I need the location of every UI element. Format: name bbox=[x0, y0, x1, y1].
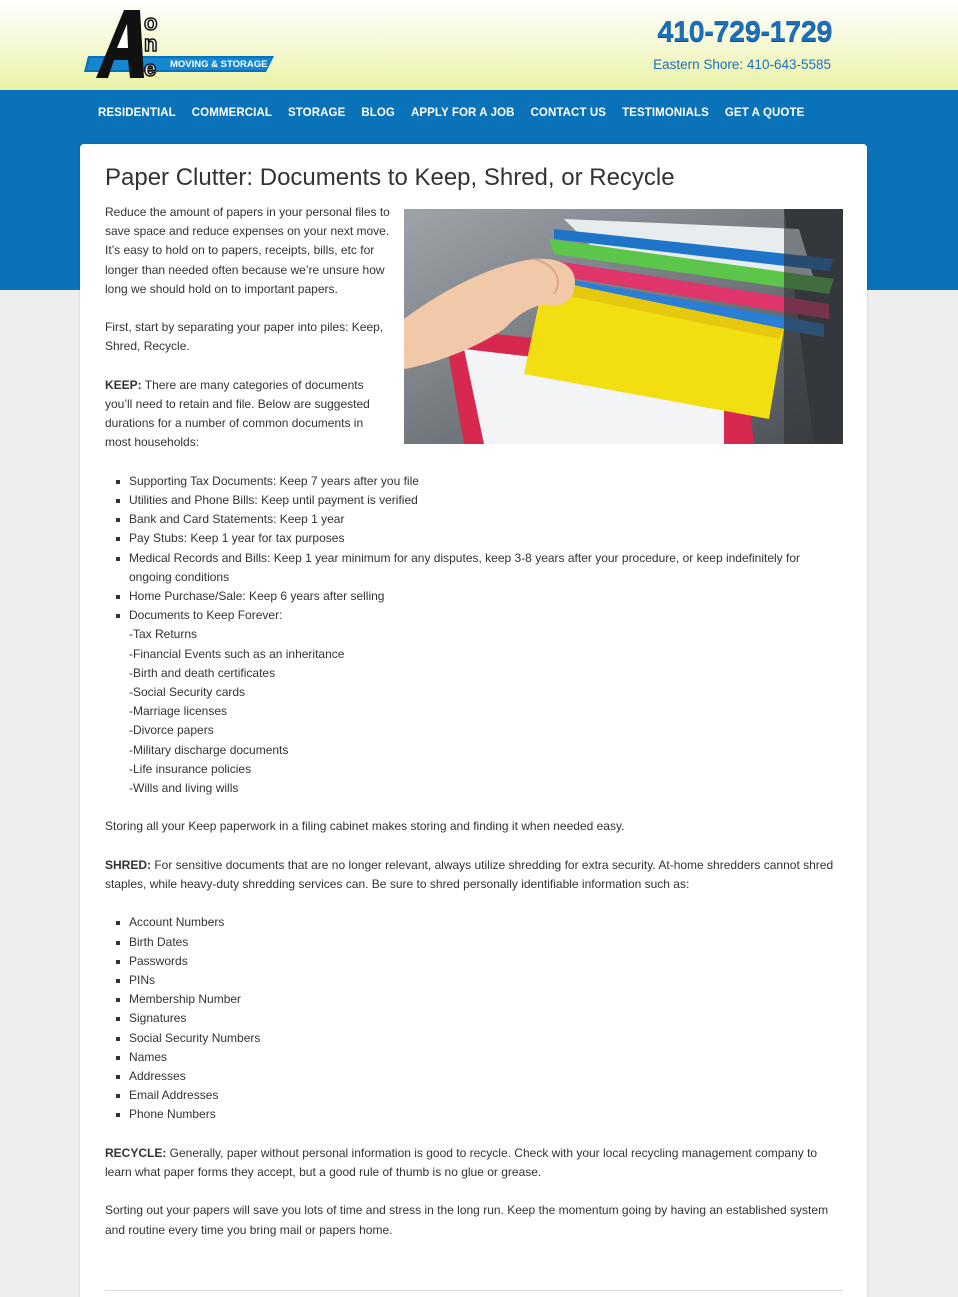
closing-paragraph: Sorting out your papers will save you lots of time and stress in the long run. Keep the momentum going by having an established system and routine every time you bring mail or papers home. bbox=[105, 1203, 829, 1237]
shred-label: SHRED: bbox=[105, 857, 152, 872]
forever-item: -Financial Events such as an inheritance bbox=[129, 646, 345, 661]
list-item: Names bbox=[129, 1048, 843, 1067]
svg-text:n: n bbox=[144, 31, 158, 56]
list-item: Medical Records and Bills: Keep 1 year minimum for any disputes, keep 3-8 years after your procedure, or keep indefinitely for ongoing conditions bbox=[129, 549, 843, 587]
forever-item: -Wills and living wills bbox=[129, 781, 239, 796]
article-body bbox=[105, 203, 843, 1259]
shred-paragraph bbox=[105, 856, 843, 894]
recycle-paragraph bbox=[105, 1144, 843, 1182]
nav-storage[interactable]: STORAGE bbox=[288, 107, 346, 119]
forever-heading: Documents to Keep Forever: bbox=[129, 608, 283, 623]
shred-text: For sensitive documents that are no longer relevant, always utilize shredding for extra security. At-home shredders cannot shred staples, while heavy-duty shredding services can. Be sure to shred personally identifiable information such as: bbox=[105, 857, 834, 892]
phone-main[interactable]: 410-729-1729 bbox=[657, 16, 832, 48]
recycle-text: Generally, paper without personal information is good to recycle. Check with your local recycling management company to learn what paper forms they accept, but a good rule of thumb is no glue or grease. bbox=[105, 1145, 818, 1180]
forever-item: -Tax Returns bbox=[129, 627, 198, 642]
phone-sub-label: Eastern Shore: bbox=[653, 57, 744, 72]
site-header bbox=[0, 0, 958, 90]
keep-list bbox=[129, 472, 843, 798]
nav-apply-for-a-job[interactable]: APPLY FOR A JOB bbox=[410, 107, 515, 119]
first-paragraph: First, start by separating your paper into piles: Keep, Shred, Recycle. bbox=[105, 320, 384, 354]
forever-item: -Marriage licenses bbox=[129, 704, 228, 719]
list-item: Addresses bbox=[129, 1067, 843, 1086]
article-card bbox=[80, 144, 867, 1297]
phone-sub-number[interactable]: 410-643-5585 bbox=[746, 57, 831, 72]
list-item: Passwords bbox=[129, 952, 843, 971]
keep-label: KEEP: bbox=[105, 377, 142, 392]
svg-text:o: o bbox=[144, 10, 158, 35]
list-item: Phone Numbers bbox=[129, 1105, 843, 1124]
keep-text: There are many categories of documents you’ll need to retain and file. Below are suggested durations for a number of common documents in most households: bbox=[105, 377, 370, 450]
list-item: Pay Stubs: Keep 1 year for tax purposes bbox=[129, 529, 843, 548]
svg-text:e: e bbox=[144, 56, 157, 81]
list-item: Social Security Numbers bbox=[129, 1029, 843, 1048]
list-item: Email Addresses bbox=[129, 1086, 843, 1105]
nav-contact-us[interactable]: CONTACT US bbox=[530, 107, 607, 119]
nav-blog[interactable]: BLOG bbox=[361, 107, 395, 119]
list-item: Bank and Card Statements: Keep 1 year bbox=[129, 510, 843, 529]
forever-item: -Life insurance policies bbox=[129, 761, 252, 776]
nav-testimonials[interactable]: TESTIMONIALS bbox=[622, 107, 709, 119]
list-item: Birth Dates bbox=[129, 933, 843, 952]
forever-item: -Birth and death certificates bbox=[129, 665, 276, 680]
nav-get-a-quote[interactable]: GET A QUOTE bbox=[724, 107, 805, 119]
storing-paragraph: Storing all your Keep paperwork in a filing cabinet makes storing and finding it when needed easy. bbox=[105, 819, 625, 834]
forever-item: -Divorce papers bbox=[129, 723, 214, 738]
list-item: Utilities and Phone Bills: Keep until payment is verified bbox=[129, 491, 843, 510]
intro-paragraph: Reduce the amount of papers in your personal files to save space and reduce expenses on your next move. It’s easy to hold on to papers, receipts, bills, etc for longer than needed often because we’re unsure how long we should hold on to important papers. bbox=[105, 205, 390, 296]
phone-eastern-shore[interactable] bbox=[653, 57, 831, 72]
list-item: Account Numbers bbox=[129, 913, 843, 932]
page-title: Paper Clutter: Documents to Keep, Shred, or Recycle bbox=[105, 164, 675, 191]
list-item: Home Purchase/Sale: Keep 6 years after selling bbox=[129, 587, 843, 606]
divider bbox=[105, 1290, 843, 1291]
list-item: PINs bbox=[129, 971, 843, 990]
list-item: Signatures bbox=[129, 1009, 843, 1028]
list-item: Membership Number bbox=[129, 990, 843, 1009]
forever-item: -Military discharge documents bbox=[129, 742, 289, 757]
nav-commercial[interactable]: COMMERCIAL bbox=[191, 107, 272, 119]
shred-list bbox=[129, 913, 843, 1124]
list-item: Supporting Tax Documents: Keep 7 years after you file bbox=[129, 472, 843, 491]
forever-item: -Social Security cards bbox=[129, 685, 246, 700]
nav-residential[interactable]: RESIDENTIAL bbox=[98, 107, 176, 119]
logo-tagline: MOVING & STORAGE bbox=[170, 59, 268, 70]
keep-paragraph bbox=[105, 376, 390, 453]
list-item-forever bbox=[129, 606, 843, 798]
recycle-label: RECYCLE: bbox=[105, 1145, 167, 1160]
company-logo[interactable] bbox=[84, 8, 280, 84]
